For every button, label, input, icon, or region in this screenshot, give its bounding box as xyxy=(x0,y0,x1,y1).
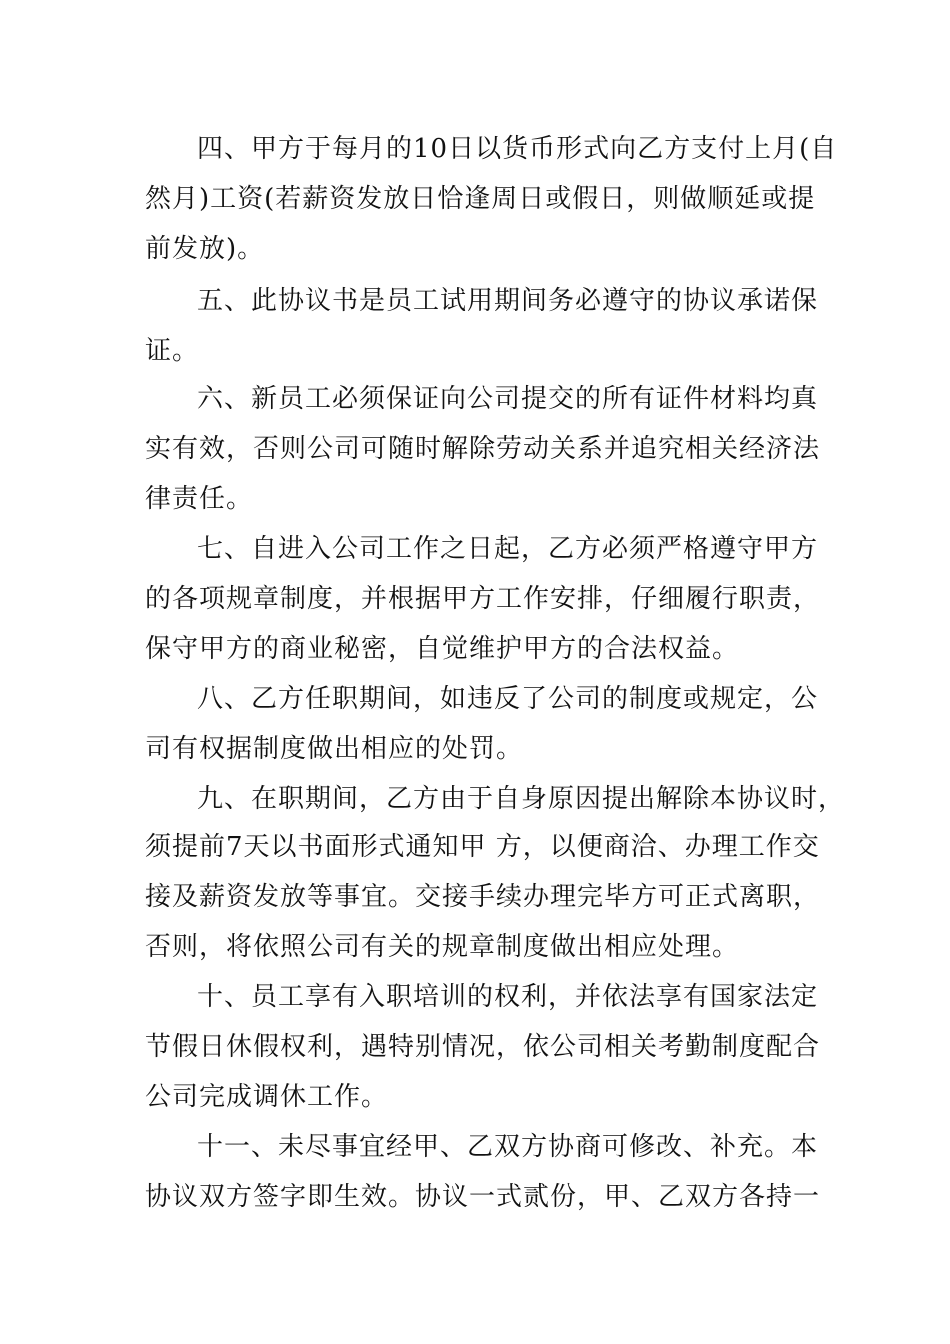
clause-4-line-2: 然月)工资(若薪资发放日恰逢周日或假日，则做顺延或提 xyxy=(145,184,816,214)
clause-7-line-1: 七、自进入公司工作之日起，乙方必须严格遵守甲方 xyxy=(197,534,819,564)
clause-9-line-1: 九、在职期间，乙方由于自身原因提出解除本协议时， xyxy=(197,784,846,814)
clause-4-line-1: 四、甲方于每月的10日以货币形式向乙方支付上月(自 xyxy=(197,134,838,164)
clause-4-line-3: 前发放)。 xyxy=(145,234,265,264)
clause-10-line-2: 节假日休假权利，遇特别情况，依公司相关考勤制度配合 xyxy=(145,1032,821,1062)
clause-8-line-2: 司有权据制度做出相应的处罚。 xyxy=(145,734,524,764)
clause-11-line-1: 十一、未尽事宜经甲、乙双方协商可修改、补充。本 xyxy=(197,1132,819,1162)
clause-8-line-1: 八、乙方任职期间，如违反了公司的制度或规定，公 xyxy=(197,684,819,714)
clause-11-line-2: 协议双方签字即生效。协议一式贰份，甲、乙双方各持一 xyxy=(145,1182,821,1212)
clause-7-line-2: 的各项规章制度，并根据甲方工作安排，仔细履行职责， xyxy=(145,584,821,614)
clause-9-line-3: 接及薪资发放等事宜。交接手续办理完毕方可正式离职， xyxy=(145,882,821,912)
clause-6-line-3: 律责任。 xyxy=(145,484,254,514)
clause-9-line-2: 须提前7天以书面形式通知甲 方，以便商洽、办理工作交 xyxy=(145,832,820,862)
clause-7-line-3: 保守甲方的商业秘密，自觉维护甲方的合法权益。 xyxy=(145,634,740,664)
clause-5-line-1: 五、此协议书是员工试用期间务必遵守的协议承诺保 xyxy=(197,286,819,316)
clause-5-line-2: 证。 xyxy=(145,336,200,366)
clause-10-line-3: 公司完成调休工作。 xyxy=(145,1082,389,1112)
clause-10-line-1: 十、员工享有入职培训的权利，并依法享有国家法定 xyxy=(197,982,819,1012)
clause-6-line-2: 实有效，否则公司可随时解除劳动关系并追究相关经济法 xyxy=(145,434,821,464)
clause-9-line-4: 否则，将依照公司有关的规章制度做出相应处理。 xyxy=(145,932,740,962)
clause-6-line-1: 六、新员工必须保证向公司提交的所有证件材料均真 xyxy=(197,384,819,414)
